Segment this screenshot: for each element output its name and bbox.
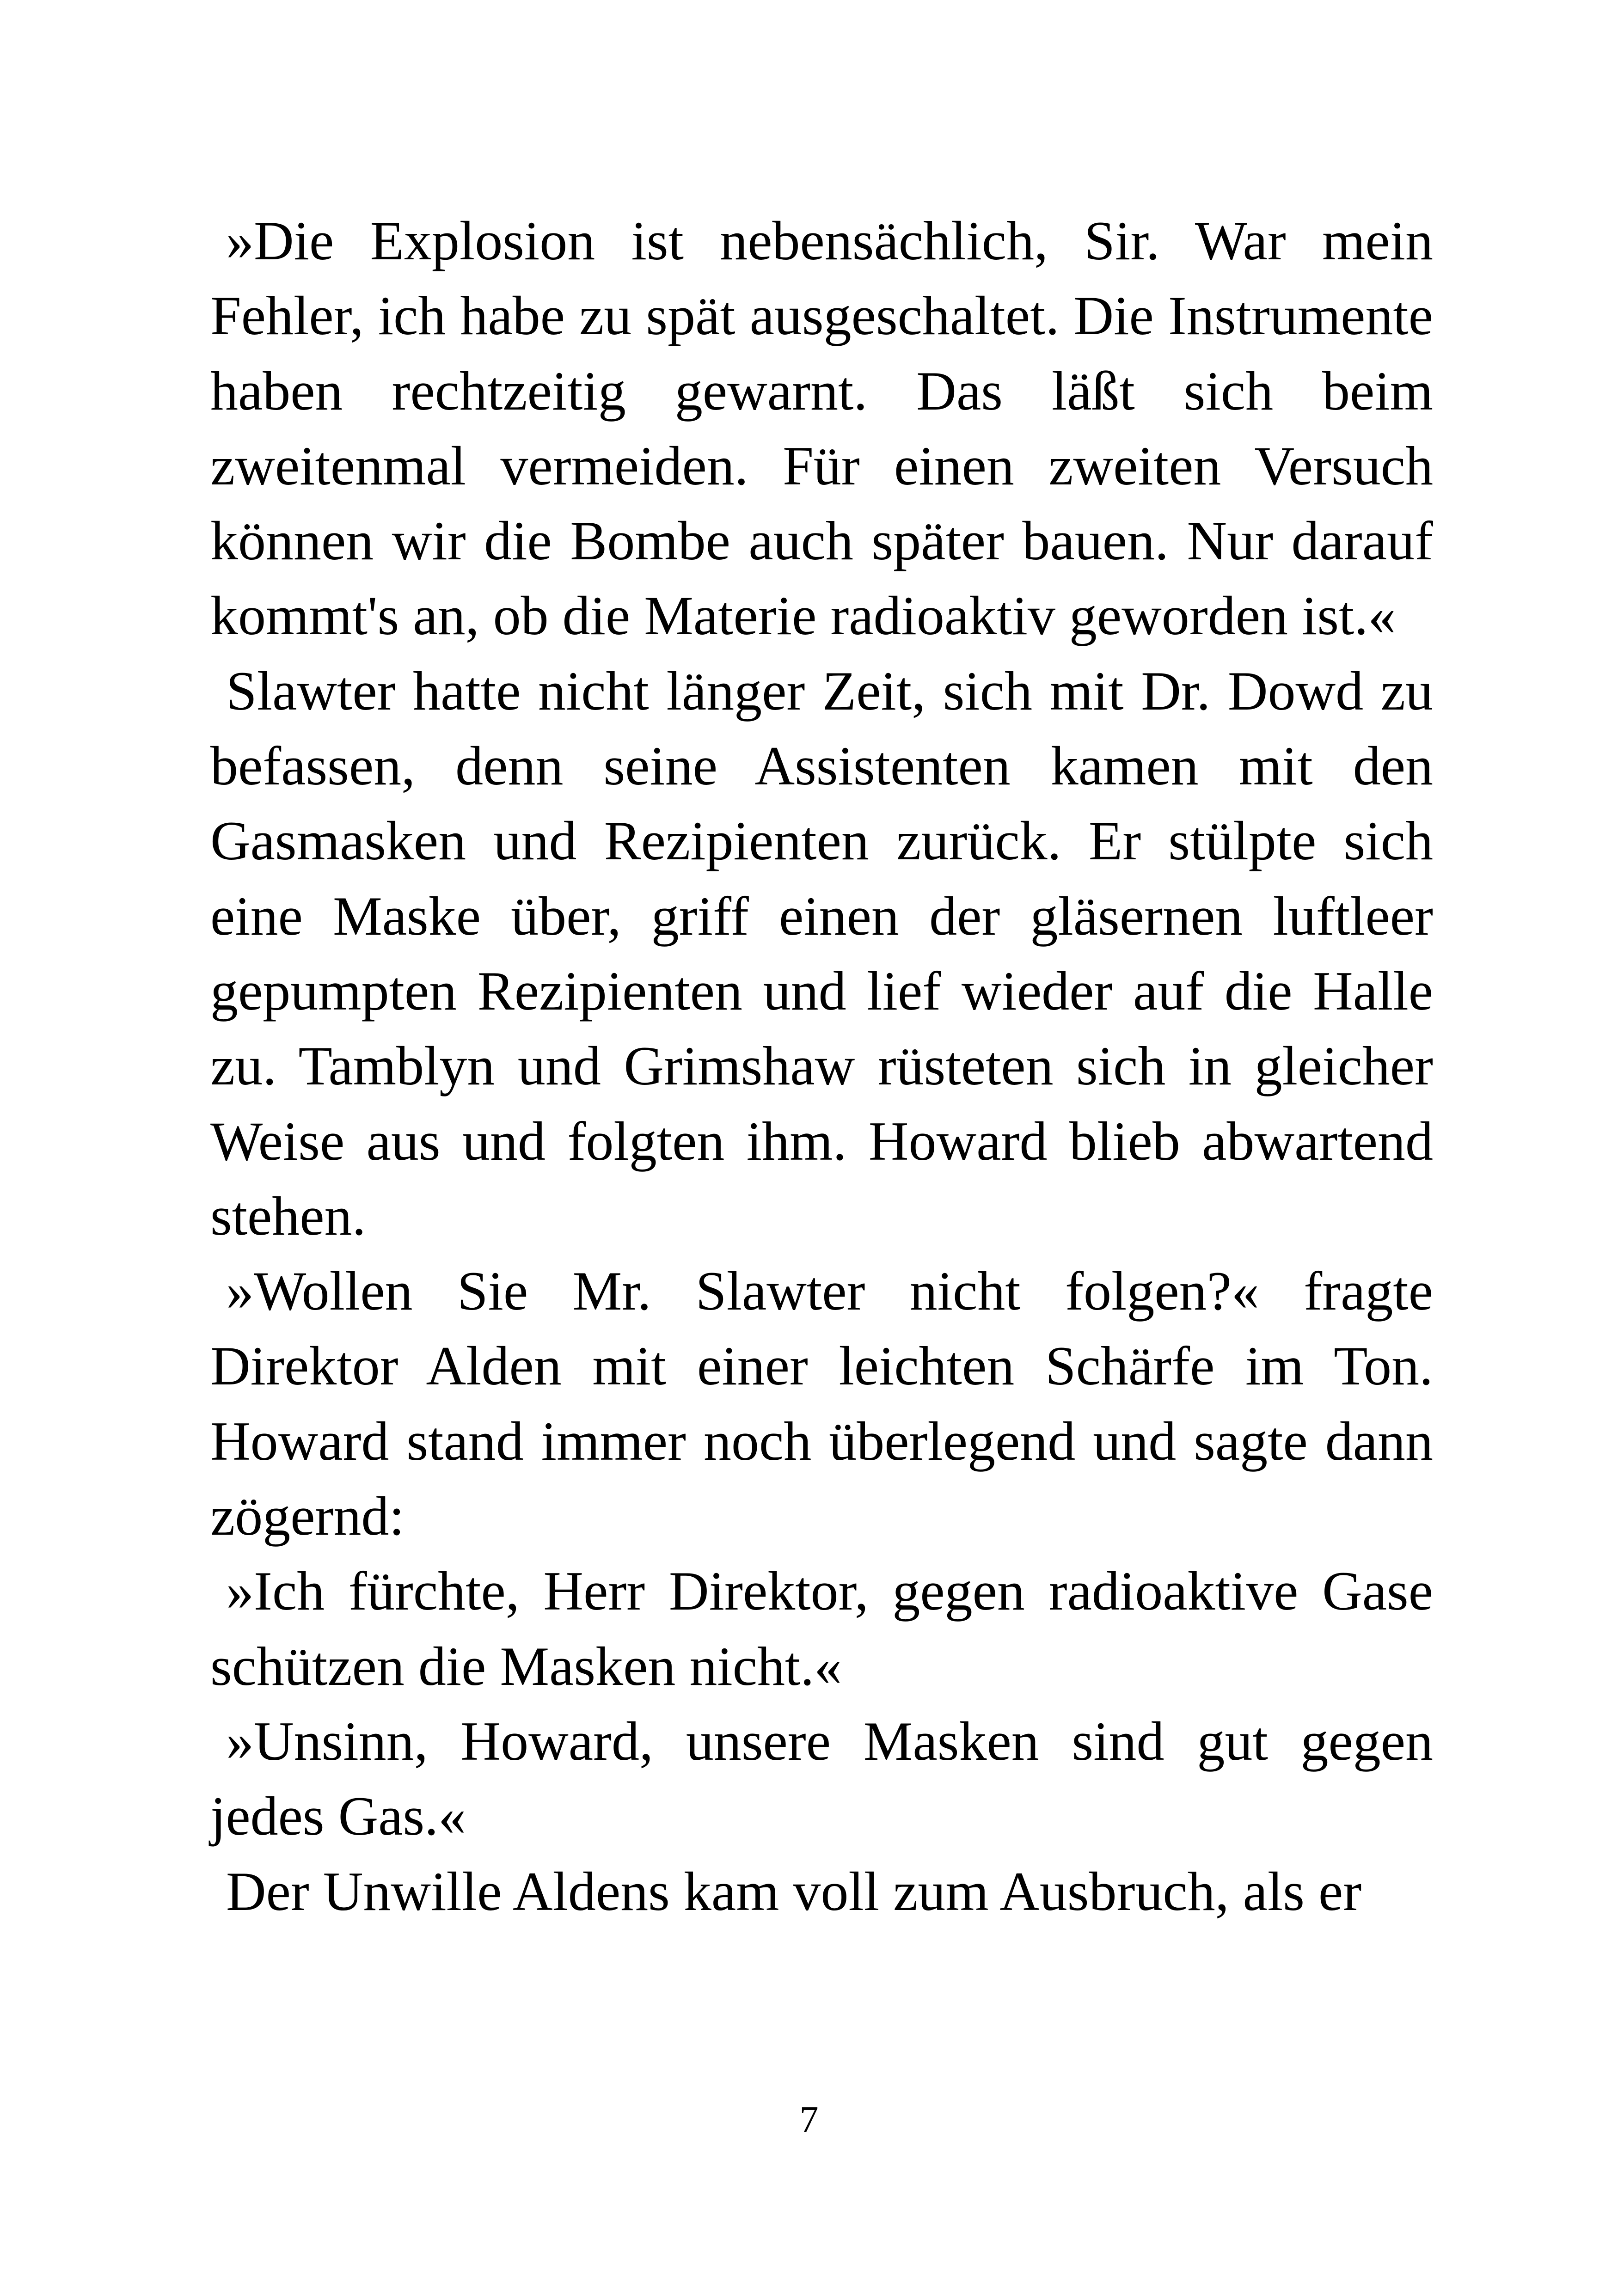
paragraph-4: »Ich fürchte, Herr Direktor, gegen radioaktive Gase schützen die Masken nicht.« (210, 1560, 1433, 1697)
paragraph-3: »Wollen Sie Mr. Slawter nicht folgen?« fragte Direktor Alden mit einer leichten Schärfe im Ton. Howard stand immer noch überlegend und sagte dann zögernd: (210, 1260, 1433, 1547)
page-number: 7 (799, 2098, 819, 2140)
paragraph-1: »Die Explosion ist nebensächlich, Sir. War mein Fehler, ich habe zu spät ausgeschaltet. Die Instrumente haben rechtzeitig gewarnt. Das läßt sich beim zweitenmal vermeiden. Für einen zweiten Versuch können wir die Bombe auch später bauen. Nur darauf kommt's an, ob die Materie radioaktiv geworden ist.« (210, 210, 1433, 647)
body-text (210, 203, 1433, 1929)
paragraph-6: Der Unwille Aldens kam voll zum Ausbruch, als er (226, 1860, 1362, 1922)
paragraph-5: »Unsinn, Howard, unsere Masken sind gut gegen jedes Gas.« (210, 1710, 1433, 1847)
paragraph-2: Slawter hatte nicht länger Zeit, sich mit Dr. Dowd zu befassen, denn seine Assistenten kamen mit den Gasmasken und Rezipienten zurück. Er stülpte sich eine Maske über, griff einen der gläsernen luftleer gepumpten Rezipienten und lief wieder auf die Halle zu. Tamblyn und Grimshaw rüsteten sich in gleicher Weise aus und folgten ihm. Howard blieb abwartend stehen. (210, 660, 1433, 1247)
